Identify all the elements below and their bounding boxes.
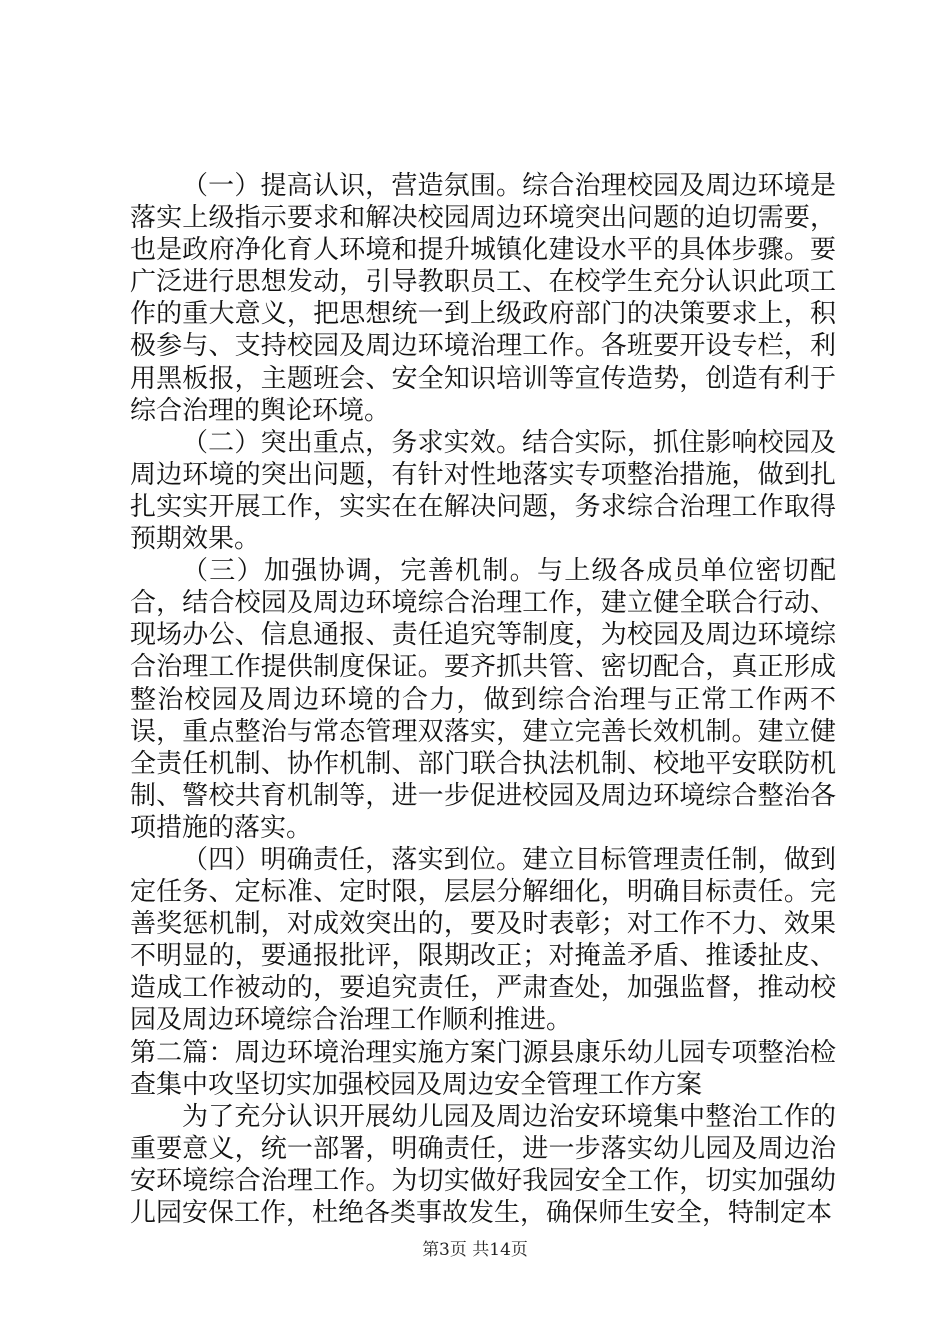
paragraph-focus: （二）突出重点，务求实效。结合实际，抓住影响校园及周边环境的突出问题，有针对性地落实专项整治措施，做到扎扎实实开展工作，实实在在解决问题，务求综合治理工作取得预期效果。 [130,427,836,555]
paragraph-responsibility: （四）明确责任，落实到位。建立目标管理责任制，做到定任务、定标准、定时限，层层分解细化，明确目标责任。完善奖惩机制，对成效突出的，要及时表彰；对工作不力、效果不明显的，要通报批评，限期改正；对掩盖矛盾、推诿扯皮、造成工作被动的，要追究责任，严肃查处，加强监督，推动校园及周边环境综合治理工作顺利推进。 [130,844,836,1036]
paragraph-coordination: （三）加强协调，完善机制。与上级各成员单位密切配合，结合校园及周边环境综合治理工作，建立健全联合行动、现场办公、信息通报、责任追究等制度，为校园及周边环境综合治理工作提供制度保证。要齐抓共管、密切配合，真正形成整治校园及周边环境的合力，做到综合治理与正常工作两不误，重点整治与常态管理双落实，建立完善长效机制。建立健全责任机制、协作机制、部门联合执法机制、校地平安联防机制、警校共育机制等，进一步促进校园及周边环境综合整治各项措施的落实。 [130,556,836,843]
section-heading-part-two: 第二篇：周边环境治理实施方案门源县康乐幼儿园专项整治检查集中攻坚切实加强校园及周边安全管理工作方案 [130,1037,836,1100]
paragraph-intro-part-two: 为了充分认识开展幼儿园及周边治安环境集中整治工作的重要意义，统一部署，明确责任，进一步落实幼儿园及周边治安环境综合治理工作。为切实做好我园安全工作，切实加强幼儿园安保工作，杜绝各类事故发生，确保师生安全，特制定本 [130,1101,836,1228]
page-footer: 第3页 共14页 [422,1240,528,1260]
document-body [130,170,836,1229]
paragraph-awareness: （一）提高认识，营造氛围。综合治理校园及周边环境是落实上级指示要求和解决校园周边环境突出问题的迫切需要，也是政府净化育人环境和提升城镇化建设水平的具体步骤。要广泛进行思想发动，引导教职员工、在校学生充分认识此项工作的重大意义，把思想统一到上级政府部门的决策要求上，积极参与、支持校园及周边环境治理工作。各班要开设专栏，利用黑板报，主题班会、安全知识培训等宣传造势，创造有利于综合治理的舆论环境。 [130,171,836,426]
